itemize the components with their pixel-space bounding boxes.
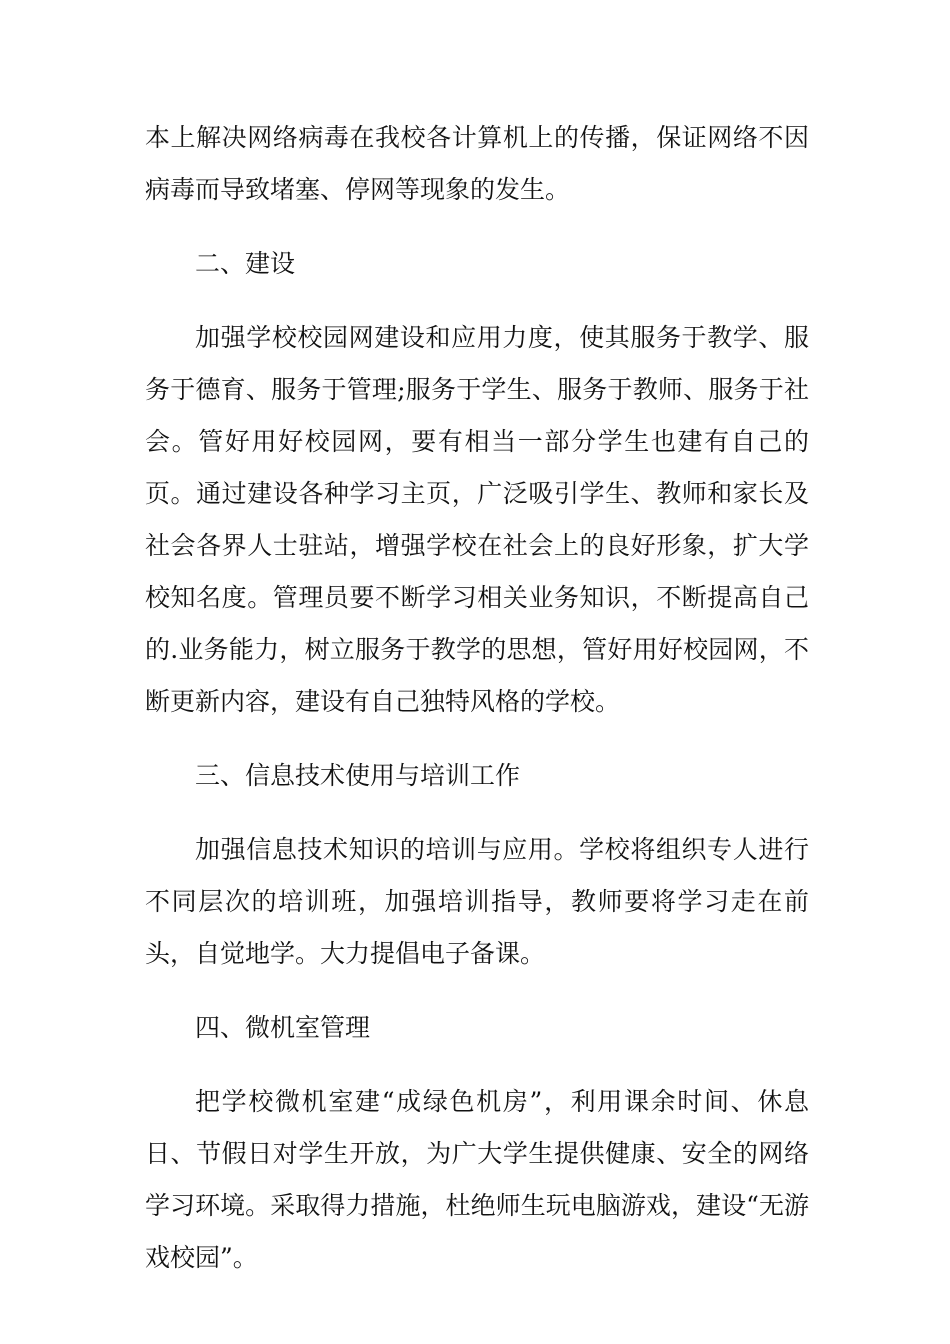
paragraph-continuation: 本上解决网络病毒在我校各计算机上的传播，保证网络不因病毒而导致堵塞、停网等现象的发生。 — [145, 123, 809, 204]
document-body — [145, 112, 809, 1306]
paragraph-construction: 加强学校校园网建设和应用力度，使其服务于教学、服务于德育、服务于管理;服务于学生、服务于教师、服务于社会。管好用好校园网，要有相当一部分学生也建有自己的页。通过建设各种学习主页，广泛吸引学生、教师和家长及社会各界人士驻站，增强学校在社会上的良好形象，扩大学校知名度。管理员要不断学习相关业务知识，不断提高自己的.业务能力，树立服务于教学的思想，管好用好校园网，不断更新内容，建设有自己独特风格的学校。 — [145, 323, 809, 716]
paragraph-it-training: 加强信息技术知识的培训与应用。学校将组织专人进行不同层次的培训班，加强培训指导，教师要将学习走在前头，自觉地学。大力提倡电子备课。 — [145, 835, 809, 968]
section-heading-computer-lab: 四、微机室管理 — [195, 1013, 371, 1042]
section-heading-construction: 二、建设 — [195, 249, 296, 278]
paragraph-computer-lab: 把学校微机室建“成绿色机房”，利用课余时间、休息日、节假日对学生开放，为广大学生提供健康、安全的网络学习环境。采取得力措施，杜绝师生玩电脑游戏，建设“无游戏校园”。 — [145, 1087, 809, 1272]
section-heading-it-training: 三、信息技术使用与培训工作 — [195, 761, 521, 790]
